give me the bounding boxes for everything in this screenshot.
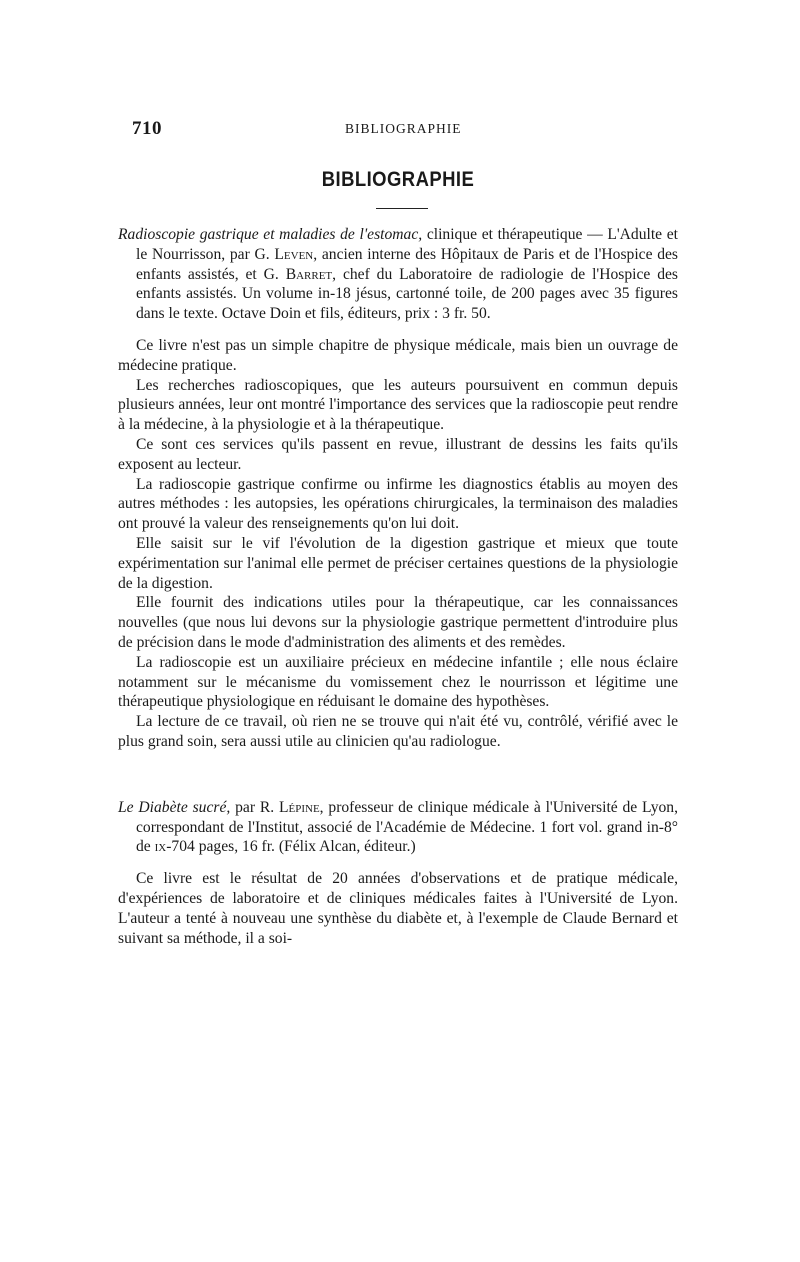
entry-1-text-c: , chef du Laboratoire de radiologie de l'Hospice des enfants assistés. Un volume in-18 jésus, cartonné toile, de 200 pages avec 35 figures dans le texte. Octave Doin et fils, éditeurs, prix : 3 fr. 50. bbox=[136, 265, 678, 323]
running-head bbox=[118, 118, 678, 142]
entry-2-author: Lépine bbox=[278, 798, 320, 816]
entry-2-text-a: par R. bbox=[230, 798, 279, 816]
bibliography-entry-1 bbox=[118, 225, 678, 752]
bibliography-entry-2 bbox=[118, 798, 678, 949]
entry-1-paragraph: Ce sont ces services qu'ils passent en revue, illustrant de dessins les faits qu'ils exposent au lecteur. bbox=[118, 435, 678, 473]
entry-1-author: Leven bbox=[274, 245, 314, 263]
entry-2-text-b: , professeur de clinique médicale à l'Université de Lyon, correspondant de l'Institut, associé de l'Académie de Médecine. 1 fort vol. grand in-8° de bbox=[136, 798, 679, 856]
entry-2-paragraph: Ce livre est le résultat de 20 années d'observations et de pratique médicale, d'expériences de laboratoire et de cliniques médicales faites à l'Université de Lyon. L'auteur a tenté à nouveau une synthèse du diabète et, à l'exemple de Claude Bernard et suivant sa méthode, il a soi- bbox=[118, 870, 678, 947]
entry-1-paragraph: Les recherches radioscopiques, que les auteurs poursuivent en commun depuis plusieurs années, leur ont montré l'importance des services que la radioscopie peut rendre à la médecine, à la physiologie et à la thérapeutique. bbox=[118, 376, 678, 434]
entry-2-title: Le Diabète sucré, bbox=[118, 798, 231, 816]
entry-1-text-a: clinique et thérapeutique — L'Adulte et le Nourrisson, par G. bbox=[136, 226, 679, 263]
section-title: BIBLIOGRAPHIE bbox=[321, 168, 475, 191]
entry-1-paragraph: La radioscopie gastrique confirme ou infirme les diagnostics établis au moyen des autres méthodes : les autopsies, les opérations chirurgicales, la terminaison des maladies ont prouvé la valeur des renseignements qu'on lui doit. bbox=[118, 475, 678, 533]
title-divider bbox=[376, 208, 428, 209]
entry-1-text-b: , ancien interne des Hôpitaux de Paris et de l'Hospice des enfants assistés, et G. bbox=[136, 245, 679, 283]
entry-1-title: Radioscopie gastrique et maladies de l'estomac, bbox=[118, 226, 423, 243]
entry-2-text-c: -704 pages, 16 fr. (Félix Alcan, éditeur.) bbox=[166, 838, 416, 856]
entry-2-roman-numeral: ix bbox=[154, 838, 167, 856]
page-number: 710 bbox=[132, 118, 162, 139]
entry-1-author-2: Barret bbox=[285, 265, 333, 283]
entry-1-paragraph: Elle saisit sur le vif l'évolution de la digestion gastrique et mieux que toute expérimentation sur l'animal elle permet de préciser certaines questions de la physiologie de la digestion. bbox=[118, 534, 678, 592]
entry-1-paragraph: Elle fournit des indications utiles pour la thérapeutique, car les connaissances nouvelles (que nous lui devons sur la physiologie gastrique permettent d'introduire plus de précision dans le mode d'administration des aliments et des remèdes. bbox=[118, 594, 678, 651]
entry-1-header bbox=[118, 225, 678, 324]
entry-1-paragraph: La radioscopie est un auxiliaire précieux en médecine infantile ; elle nous éclaire notamment sur le mécanisme du vomissement chez le nourrisson et légitime une thérapeutique physiologique en réduisant le domaine des hypothèses. bbox=[118, 653, 678, 711]
entry-1-paragraph: Ce livre n'est pas un simple chapitre de physique médicale, mais bien un ouvrage de médecine pratique. bbox=[118, 336, 678, 374]
running-title: BIBLIOGRAPHIE bbox=[345, 121, 462, 136]
book-page bbox=[118, 118, 678, 948]
entry-2-header bbox=[118, 798, 678, 857]
entry-1-paragraph: La lecture de ce travail, où rien ne se trouve qui n'ait été vu, contrôlé, vérifié avec le plus grand soin, sera aussi utile au clinicien qu'au radiologue. bbox=[118, 713, 678, 750]
